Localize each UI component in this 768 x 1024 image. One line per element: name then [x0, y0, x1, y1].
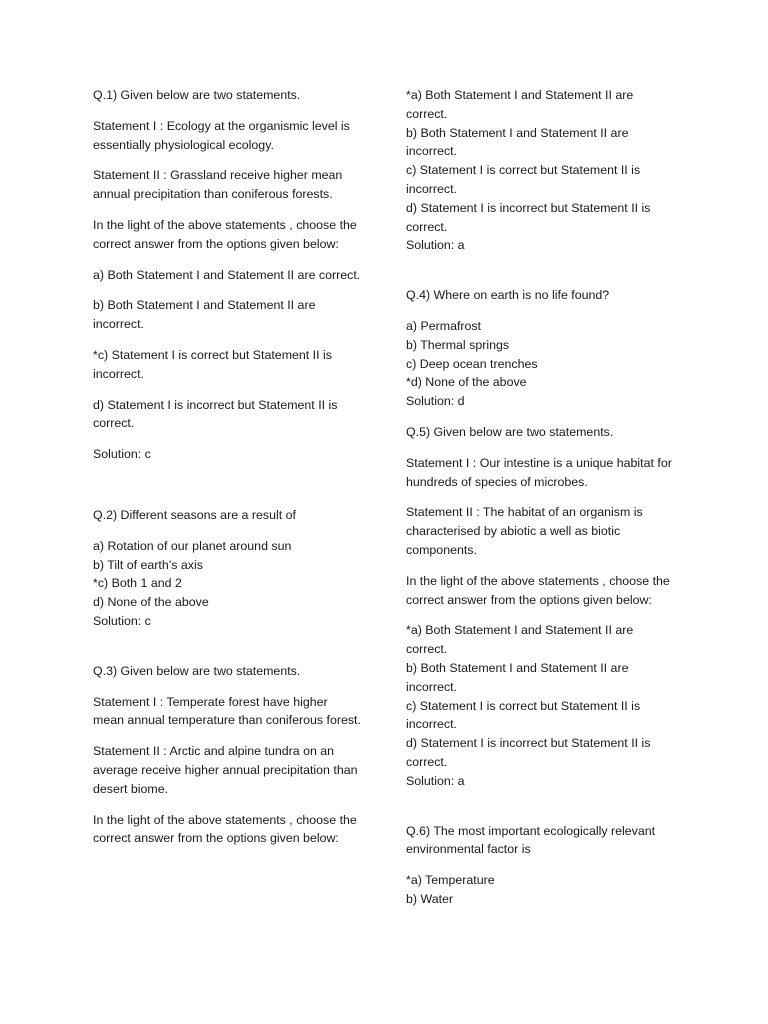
question-6-text: Q.6) The most important ecologically relevant environmental factor is — [406, 823, 656, 857]
question-1-text: Q.1) Given below are two statements. — [93, 88, 301, 102]
question-5-options — [406, 621, 676, 790]
question-3-option-a: *a) Both Statement I and Statement II are correct. — [406, 88, 634, 121]
question-1-statement-1: Statement I : Ecology at the organismic level is essentially physiological ecology. — [93, 118, 350, 152]
question-5-option-b: b) Both Statement I and Statement II are incorrect. — [406, 660, 629, 694]
question-1-option-a: a) Both Statement I and Statement II are correct. — [93, 267, 361, 282]
question-5-instruction: In the light of the above statements , choose the correct answer from the options given below: — [406, 573, 670, 607]
question-4 — [406, 286, 676, 411]
left-column — [93, 86, 361, 860]
question-5-option-d: d) Statement I is incorrect but Statement II is correct. — [406, 736, 651, 769]
question-3-text: Q.3) Given below are two statements. — [93, 663, 301, 678]
question-2-solution: Solution: c — [93, 613, 151, 628]
question-5-option-a: *a) Both Statement I and Statement II are correct. — [406, 623, 634, 657]
question-3-statement-2: Statement II : Arctic and alpine tundra on an average receive higher annual precipitation than desert biome. — [93, 744, 358, 796]
question-1 — [93, 86, 361, 464]
question-3-statement-1: Statement I : Temperate forest have higher mean annual temperature than coniferous forest. — [93, 694, 361, 728]
right-column — [406, 86, 676, 921]
spacer — [93, 476, 361, 506]
question-4-option-a: a) Permafrost — [406, 318, 482, 333]
question-5-statement-2: Statement II : The habitat of an organism is characterised by abiotic a well as biotic components. — [406, 505, 643, 557]
question-4-option-d: *d) None of the above — [406, 375, 527, 390]
question-2-option-a: a) Rotation of our planet around sun — [93, 538, 292, 553]
question-3-option-c: c) Statement I is correct but Statement II is incorrect. — [406, 163, 641, 196]
question-3-options — [406, 86, 676, 255]
question-6-option-b: b) Water — [406, 891, 454, 906]
question-4-option-b: b) Thermal springs — [406, 337, 510, 352]
question-5-solution: Solution: a — [406, 773, 465, 788]
question-1-instruction: In the light of the above statements , choose the correct answer from the options given below: — [93, 217, 357, 251]
question-5-text: Q.5) Given below are two statements. — [406, 424, 614, 439]
question-6-option-a: *a) Temperature — [406, 873, 495, 888]
question-1-option-b: b) Both Statement I and Statement II are incorrect. — [93, 298, 316, 332]
question-1-statement-2: Statement II : Grassland receive higher mean annual precipitation than coniferous forests. — [93, 168, 343, 202]
question-2-text: Q.2) Different seasons are a result of — [93, 507, 296, 522]
question-5-option-c: c) Statement I is correct but Statement II is incorrect. — [406, 698, 641, 732]
question-2-options — [93, 537, 361, 631]
question-2-option-b: b) Tilt of earth’s axis — [93, 557, 203, 572]
question-6 — [406, 822, 676, 909]
question-2-option-d: d) None of the above — [93, 595, 209, 610]
question-5 — [406, 423, 676, 791]
question-6-options — [406, 871, 676, 909]
question-4-options — [406, 317, 676, 411]
question-2-option-c: *c) Both 1 and 2 — [93, 576, 182, 591]
question-3-option-d: d) Statement I is incorrect but Statement II is correct. — [406, 200, 651, 234]
question-1-option-d: d) Statement I is incorrect but Statement II is correct. — [93, 397, 338, 431]
question-3-option-b: b) Both Statement I and Statement II are incorrect. — [406, 125, 629, 159]
question-5-statement-1: Statement I : Our intestine is a unique habitat for hundreds of species of microbes. — [406, 455, 672, 489]
spacer — [93, 643, 361, 662]
question-1-solution: Solution: c — [93, 447, 151, 462]
question-3-instruction: In the light of the above statements , choose the correct answer from the options given below: — [93, 812, 357, 846]
question-4-text: Q.4) Where on earth is no life found? — [406, 288, 610, 303]
question-4-solution: Solution: d — [406, 394, 465, 409]
question-1-option-c: *c) Statement I is correct but Statement II is incorrect. — [93, 347, 332, 381]
question-2 — [93, 506, 361, 631]
spacer — [406, 267, 676, 286]
question-3 — [93, 662, 361, 848]
spacer — [406, 803, 676, 822]
question-4-option-c: c) Deep ocean trenches — [406, 356, 538, 371]
question-3-solution: Solution: a — [406, 238, 465, 253]
